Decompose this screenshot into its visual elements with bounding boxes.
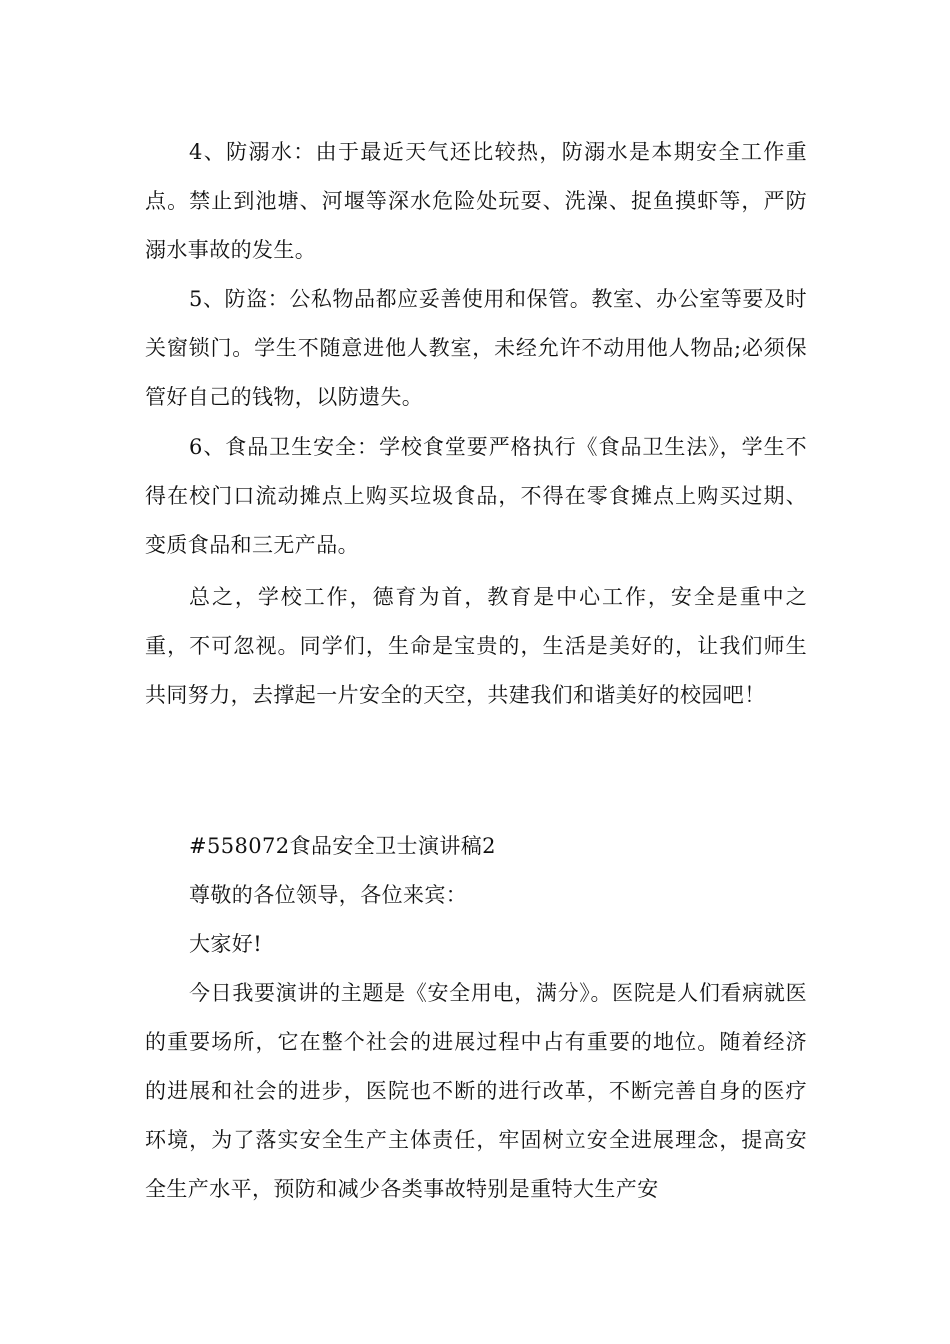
paragraph-theft-prevention: 5、防盗：公私物品都应妥善使用和保管。教室、办公室等要及时关窗锁门。学生不随意进他人教室，未经允许不动用他人物品;必须保管好自己的钱物，以防遗失。 xyxy=(145,287,807,409)
section-title: #558072食品安全卫士演讲稿2 xyxy=(189,834,496,858)
salutation: 尊敬的各位领导，各位来宾： xyxy=(189,883,468,907)
paragraph-conclusion: 总之，学校工作，德育为首，教育是中心工作，安全是重中之重，不可忽视。同学们，生命是宝贵的，生活是美好的，让我们师生共同努力，去撑起一片安全的天空，共建我们和谐美好的校园吧！ xyxy=(145,585,807,707)
greeting: 大家好! xyxy=(189,932,263,956)
paragraph-drowning-prevention: 4、防溺水：由于最近天气还比较热，防溺水是本期安全工作重点。禁止到池塘、河堰等深水危险处玩耍、洗澡、捉鱼摸虾等，严防溺水事故的发生。 xyxy=(145,140,807,262)
paragraph-speech-intro: 今日我要演讲的主题是《安全用电，满分》。医院是人们看病就医的重要场所，它在整个社会的进展过程中占有重要的地位。随着经济的进展和社会的进步，医院也不断的进行改革，不断完善自身的医疗环境，为了落实安全生产主体责任，牢固树立安全进展理念，提高安全生产水平，预防和减少各类事故特别是重特大生产安 xyxy=(145,981,807,1201)
paragraph-food-hygiene: 6、食品卫生安全：学校食堂要严格执行《食品卫生法》，学生不得在校门口流动摊点上购买垃圾食品，不得在零食摊点上购买过期、变质食品和三无产品。 xyxy=(145,435,807,557)
